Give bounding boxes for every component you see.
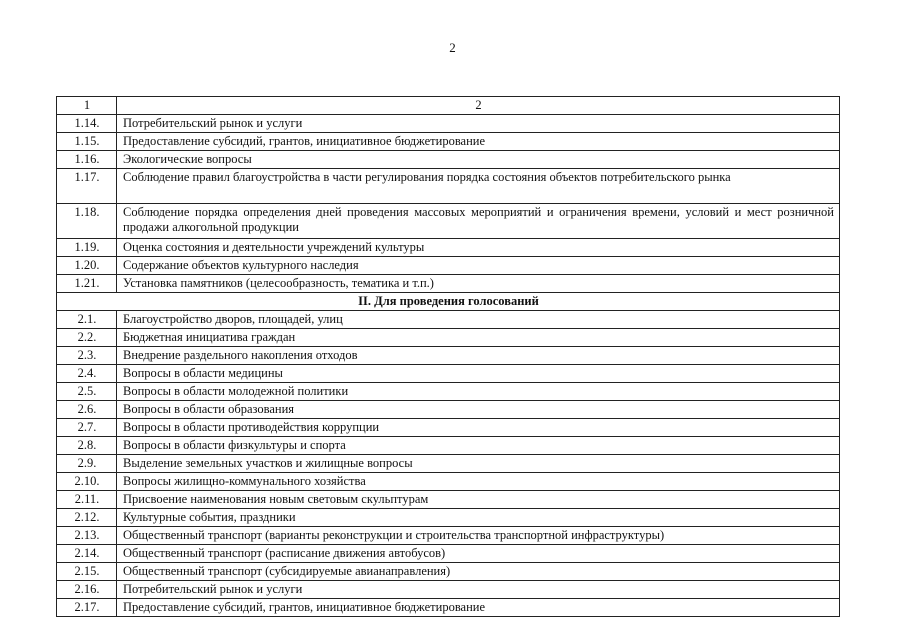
table-row bbox=[57, 347, 840, 365]
row-topic: Экологические вопросы bbox=[117, 151, 840, 169]
topics-table bbox=[56, 96, 840, 617]
table-row bbox=[57, 563, 840, 581]
table-row bbox=[57, 311, 840, 329]
table-row bbox=[57, 419, 840, 437]
row-topic: Присвоение наименования новым световым скульптурам bbox=[117, 491, 840, 509]
row-topic: Потребительский рынок и услуги bbox=[117, 581, 840, 599]
row-topic: Вопросы в области медицины bbox=[117, 365, 840, 383]
row-number: 2.2. bbox=[57, 329, 117, 347]
table-row bbox=[57, 599, 840, 617]
row-number: 2.15. bbox=[57, 563, 117, 581]
section-heading: II. Для проведения голосований bbox=[57, 293, 840, 311]
row-number: 2.10. bbox=[57, 473, 117, 491]
table-row bbox=[57, 365, 840, 383]
row-topic: Культурные события, праздники bbox=[117, 509, 840, 527]
column-header-number: 1 bbox=[57, 97, 117, 115]
table-row bbox=[57, 437, 840, 455]
table-row bbox=[57, 509, 840, 527]
table-row bbox=[57, 329, 840, 347]
row-number: 1.18. bbox=[57, 204, 117, 239]
table-row bbox=[57, 473, 840, 491]
row-topic: Установка памятников (целесообразность, тематика и т.п.) bbox=[117, 275, 840, 293]
row-topic: Выделение земельных участков и жилищные вопросы bbox=[117, 455, 840, 473]
row-number: 2.11. bbox=[57, 491, 117, 509]
table-row bbox=[57, 204, 840, 239]
row-topic: Вопросы в области молодежной политики bbox=[117, 383, 840, 401]
section-heading-row bbox=[57, 293, 840, 311]
page-number: 2 bbox=[449, 40, 456, 55]
row-topic: Общественный транспорт (субсидируемые авианаправления) bbox=[117, 563, 840, 581]
row-topic: Соблюдение правил благоустройства в части регулирования порядка состояния объектов потребительского рынка bbox=[117, 169, 840, 204]
row-number: 1.21. bbox=[57, 275, 117, 293]
row-number: 2.1. bbox=[57, 311, 117, 329]
table-row bbox=[57, 169, 840, 204]
row-topic: Вопросы в области физкультуры и спорта bbox=[117, 437, 840, 455]
row-number: 2.17. bbox=[57, 599, 117, 617]
row-topic: Соблюдение порядка определения дней проведения массовых мероприятий и ограничения времени, условий и мест розничной продажи алкогольной продукции bbox=[117, 204, 840, 239]
row-number: 2.12. bbox=[57, 509, 117, 527]
row-topic: Вопросы в области противодействия коррупции bbox=[117, 419, 840, 437]
row-number: 1.19. bbox=[57, 239, 117, 257]
row-topic: Общественный транспорт (варианты реконструкции и строительства транспортной инфраструктуры) bbox=[117, 527, 840, 545]
row-number: 2.14. bbox=[57, 545, 117, 563]
table-row bbox=[57, 115, 840, 133]
row-topic: Содержание объектов культурного наследия bbox=[117, 257, 840, 275]
row-topic: Общественный транспорт (расписание движения автобусов) bbox=[117, 545, 840, 563]
row-topic: Предоставление субсидий, грантов, инициативное бюджетирование bbox=[117, 599, 840, 617]
row-number: 2.13. bbox=[57, 527, 117, 545]
row-number: 1.16. bbox=[57, 151, 117, 169]
row-number: 1.14. bbox=[57, 115, 117, 133]
row-number: 1.20. bbox=[57, 257, 117, 275]
table-row bbox=[57, 151, 840, 169]
row-topic: Предоставление субсидий, грантов, инициативное бюджетирование bbox=[117, 133, 840, 151]
row-topic: Вопросы в области образования bbox=[117, 401, 840, 419]
column-header-topic: 2 bbox=[117, 97, 840, 115]
row-number: 1.15. bbox=[57, 133, 117, 151]
row-number: 2.9. bbox=[57, 455, 117, 473]
row-topic: Внедрение раздельного накопления отходов bbox=[117, 347, 840, 365]
table-row bbox=[57, 581, 840, 599]
table-header-row bbox=[57, 97, 840, 115]
table-row bbox=[57, 133, 840, 151]
table-row bbox=[57, 383, 840, 401]
table-row bbox=[57, 455, 840, 473]
row-number: 1.17. bbox=[57, 169, 117, 204]
row-topic: Потребительский рынок и услуги bbox=[117, 115, 840, 133]
table-row bbox=[57, 257, 840, 275]
row-number: 2.4. bbox=[57, 365, 117, 383]
row-number: 2.6. bbox=[57, 401, 117, 419]
row-number: 2.5. bbox=[57, 383, 117, 401]
row-topic: Бюджетная инициатива граждан bbox=[117, 329, 840, 347]
row-number: 2.7. bbox=[57, 419, 117, 437]
table-row bbox=[57, 545, 840, 563]
row-number: 2.8. bbox=[57, 437, 117, 455]
table-row bbox=[57, 275, 840, 293]
row-topic: Оценка состояния и деятельности учреждений культуры bbox=[117, 239, 840, 257]
table-row bbox=[57, 527, 840, 545]
row-number: 2.16. bbox=[57, 581, 117, 599]
row-number: 2.3. bbox=[57, 347, 117, 365]
table-row bbox=[57, 239, 840, 257]
table-row bbox=[57, 401, 840, 419]
row-topic: Благоустройство дворов, площадей, улиц bbox=[117, 311, 840, 329]
row-topic: Вопросы жилищно-коммунального хозяйства bbox=[117, 473, 840, 491]
table-row bbox=[57, 491, 840, 509]
